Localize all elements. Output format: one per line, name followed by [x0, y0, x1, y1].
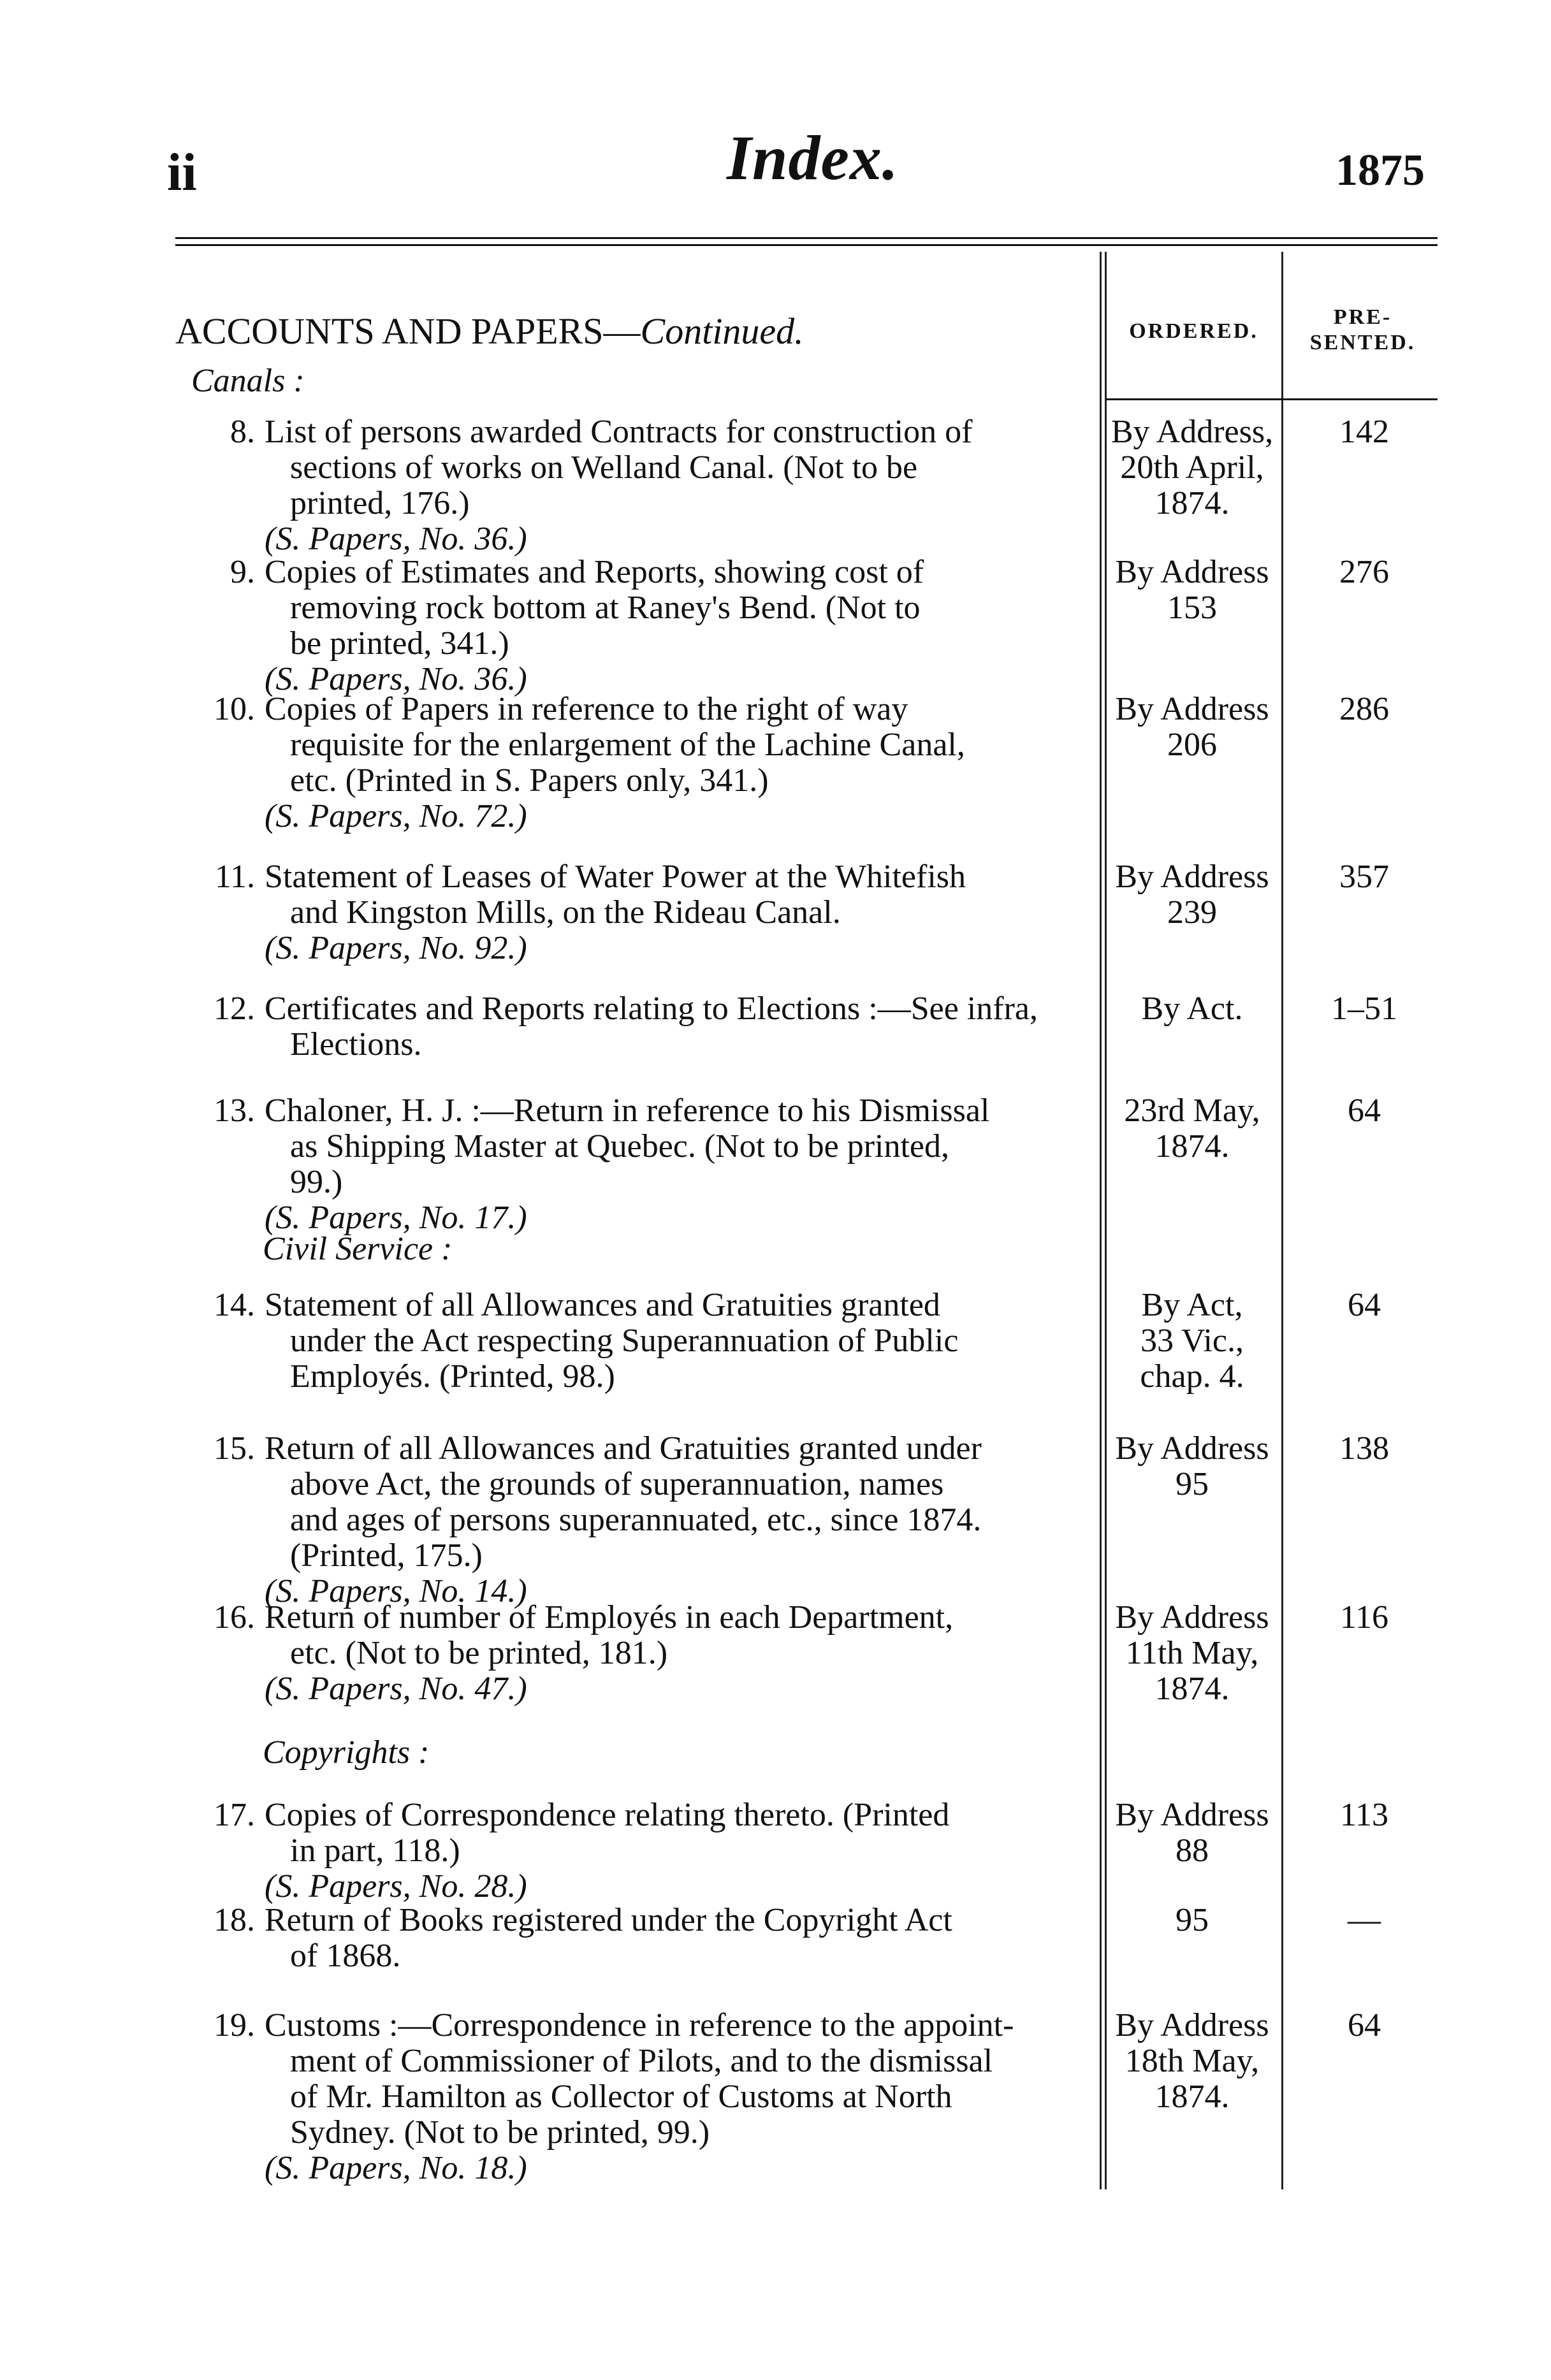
entry-paper-reference: (S. Papers, No. 17.): [265, 1200, 527, 1236]
entry-line: Certificates and Reports relating to Elections :—See infra,: [265, 990, 1038, 1027]
ordered-line: 23rd May,: [1124, 1092, 1260, 1129]
entry-number: 12.: [214, 990, 255, 1027]
entry-paper-reference: (S. Papers, No. 36.): [265, 661, 527, 697]
entry-presented: 64: [1348, 2007, 1381, 2043]
subheading-canals: Canals :: [191, 363, 305, 399]
entry-line: Elections.: [290, 1026, 422, 1063]
ordered-line: 33 Vic.,: [1140, 1323, 1244, 1359]
entry-presented: 1–51: [1331, 990, 1397, 1027]
entry-ordered: [1106, 555, 1278, 626]
entry-presented: 142: [1339, 414, 1389, 450]
ordered-line: 153: [1167, 590, 1217, 626]
page-title: Index.: [727, 122, 899, 193]
ordered-line: By Address: [1115, 1797, 1269, 1833]
entry-number: 8.: [230, 414, 255, 450]
ordered-line: By Address,: [1110, 414, 1274, 450]
entry-number: 13.: [214, 1092, 255, 1129]
ordered-line: chap. 4.: [1140, 1358, 1244, 1395]
entry-text: [265, 1288, 1030, 1395]
entry-number: 17.: [214, 1797, 255, 1833]
ordered-line: By Act,: [1141, 1287, 1243, 1323]
entry-paper-reference: (S. Papers, No. 14.): [265, 1573, 527, 1609]
entry-line: as Shipping Master at Quebec. (Not to be printed,: [290, 1128, 949, 1165]
entry-text: [265, 555, 1030, 697]
entry-line: requisite for the enlargement of the Lachine Canal,: [290, 727, 965, 763]
entry-paper-reference: (S. Papers, No. 18.): [265, 2150, 527, 2186]
entry-line: ment of Commissioner of Pilots, and to the dismissal: [290, 2043, 993, 2079]
ordered-line: By Act.: [1141, 990, 1243, 1027]
entry-line: above Act, the grounds of superannuation, names: [290, 1466, 944, 1502]
entry-presented: 138: [1339, 1430, 1389, 1467]
ordered-line: 18th May,: [1125, 2043, 1260, 2079]
entry-number: 16.: [214, 1599, 255, 1636]
ordered-line: 1874.: [1154, 1128, 1230, 1165]
page-number: ii: [167, 143, 197, 202]
column-header-rule: [1106, 398, 1438, 400]
entry-line: Chaloner, H. J. :—Return in reference to his Dismissal: [265, 1092, 990, 1129]
entry-ordered: [1106, 692, 1278, 763]
entry-line: of 1868.: [290, 1938, 401, 1974]
entry-text: [265, 1431, 1030, 1609]
entry-presented: 113: [1339, 1797, 1389, 1833]
entry-number: 14.: [214, 1287, 255, 1323]
entry-paper-reference: (S. Papers, No. 47.): [265, 1671, 527, 1707]
entry-line: Sydney. (Not to be printed, 99.): [290, 2114, 710, 2151]
entry-line: under the Act respecting Superannuation of Public: [290, 1323, 959, 1359]
section-title: [175, 311, 804, 352]
entry-number: 11.: [214, 859, 255, 895]
entry-ordered: [1106, 1431, 1278, 1502]
entry-ordered: [1106, 2008, 1278, 2115]
entry-line: in part, 118.): [290, 1832, 460, 1869]
entry-text: [265, 990, 1038, 1063]
entry-line: Return of number of Employés in each Department,: [265, 1599, 954, 1636]
entry-number: 15.: [214, 1430, 255, 1467]
ordered-line: By Address: [1115, 2007, 1269, 2043]
ordered-line: 11th May,: [1125, 1635, 1259, 1671]
entry-text: [265, 1093, 1030, 1236]
entry-line: (Printed, 175.): [290, 1537, 483, 1574]
subheading-copyrights: Copyrights :: [263, 1734, 430, 1771]
entry-line: Return of Books registered under the Copyright Act: [265, 1902, 952, 1938]
entry-line: Copies of Papers in reference to the right of way: [265, 691, 908, 727]
ordered-line: 1874.: [1154, 485, 1230, 521]
ordered-line: 95: [1176, 1902, 1209, 1938]
column-divider-left-double: [1105, 252, 1107, 2189]
entry-number: 9.: [230, 554, 255, 590]
entry-text: [265, 859, 1030, 966]
entry-ordered: [1106, 1288, 1278, 1395]
ordered-line: 239: [1167, 894, 1217, 931]
entry-ordered: [1106, 859, 1278, 931]
entry-text: [265, 1797, 1030, 1905]
entry-paper-reference: (S. Papers, No. 36.): [265, 521, 527, 557]
entry-text: [265, 692, 1030, 834]
entry-line: 99.): [290, 1164, 343, 1200]
entry-line: List of persons awarded Contracts for construction of: [265, 414, 973, 450]
entry-line: Statement of all Allowances and Gratuities granted: [265, 1287, 940, 1323]
entry-line: sections of works on Welland Canal. (Not to be: [290, 449, 918, 486]
header-rule-top: [175, 237, 1438, 239]
entry-ordered: [1106, 991, 1278, 1027]
entry-paper-reference: (S. Papers, No. 92.): [265, 930, 527, 966]
presented-column-header: PRE-SENTED.: [1309, 305, 1416, 354]
entry-paper-reference: (S. Papers, No. 28.): [265, 1868, 527, 1905]
header-rule-bottom: [175, 244, 1438, 246]
ordered-line: 20th April,: [1120, 449, 1264, 486]
entry-line: printed, 176.): [290, 485, 470, 521]
entry-line: Statement of Leases of Water Power at the Whitefish: [265, 859, 966, 895]
entry-ordered: [1106, 414, 1278, 521]
entry-text: [265, 2008, 1030, 2186]
column-divider-right: [1281, 252, 1283, 2189]
entry-line: Copies of Correspondence relating thereto. (Printed: [265, 1797, 950, 1833]
entry-presented: 64: [1348, 1287, 1381, 1323]
entry-presented: 286: [1339, 691, 1389, 727]
ordered-line: 1874.: [1154, 1671, 1230, 1707]
ordered-line: 206: [1167, 727, 1217, 763]
column-divider-left: [1100, 252, 1102, 2189]
entry-line: Customs :—Correspondence in reference to the appoint-: [265, 2007, 1014, 2043]
entry-line: Employés. (Printed, 98.): [290, 1358, 615, 1395]
ordered-line: By Address: [1115, 1599, 1269, 1636]
entry-presented: 116: [1339, 1599, 1389, 1636]
entry-number: 10.: [214, 691, 255, 727]
entry-line: and Kingston Mills, on the Rideau Canal.: [290, 894, 841, 931]
ordered-line: By Address: [1115, 691, 1269, 727]
ordered-line: 95: [1176, 1466, 1209, 1502]
entry-ordered: [1106, 1600, 1278, 1707]
section-continued: Continued.: [640, 310, 804, 352]
ordered-line: By Address: [1115, 859, 1269, 895]
section-title-text: ACCOUNTS AND PAPERS—: [175, 310, 641, 352]
entry-presented: 276: [1339, 554, 1389, 590]
entry-line: Return of all Allowances and Gratuities granted under: [265, 1430, 982, 1467]
ordered-column-header: ORDERED.: [1129, 319, 1258, 343]
entry-line: Copies of Estimates and Reports, showing cost of: [265, 554, 924, 590]
page-year: 1875: [1336, 146, 1425, 195]
ordered-line: By Address: [1115, 554, 1269, 590]
entry-presented: 357: [1339, 859, 1389, 895]
entry-presented: 64: [1348, 1092, 1381, 1129]
entry-text: [265, 1903, 1030, 1974]
ordered-line: 1874.: [1154, 2079, 1230, 2115]
entry-number: 18.: [214, 1902, 255, 1938]
subheading-civil-service: Civil Service :: [263, 1231, 453, 1267]
entry-ordered: [1106, 1093, 1278, 1165]
entry-line: of Mr. Hamilton as Collector of Customs at North: [290, 2079, 952, 2115]
entry-line: be printed, 341.): [290, 625, 509, 662]
entry-text: [265, 1600, 1030, 1707]
entry-line: etc. (Not to be printed, 181.): [290, 1635, 668, 1671]
entry-presented: —: [1348, 1902, 1381, 1938]
entry-text: [265, 414, 1030, 557]
entry-line: and ages of persons superannuated, etc., since 1874.: [290, 1502, 982, 1538]
entry-number: 19.: [214, 2007, 255, 2043]
entry-line: etc. (Printed in S. Papers only, 341.): [290, 762, 769, 799]
entry-ordered: [1106, 1797, 1278, 1869]
ordered-line: By Address: [1115, 1430, 1269, 1467]
entry-line: removing rock bottom at Raney's Bend. (Not to: [290, 590, 921, 626]
entry-paper-reference: (S. Papers, No. 72.): [265, 798, 527, 834]
entry-ordered: [1106, 1903, 1278, 1938]
ordered-line: 88: [1176, 1832, 1209, 1869]
